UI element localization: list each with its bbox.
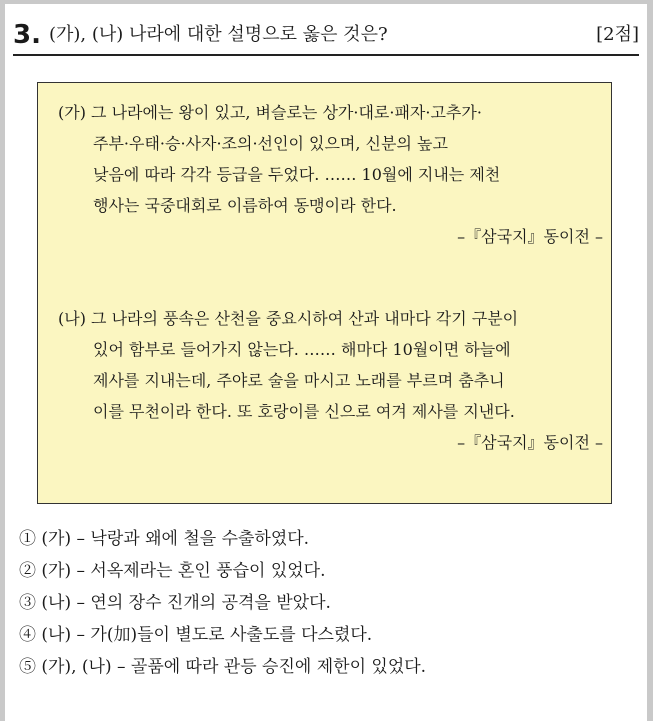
passage-line: 제사를 지내는데, 주야로 술을 마시고 노래를 부르며 춤추니 <box>93 371 505 390</box>
passage-line: 있어 함부로 들어가지 않는다. …… 해마다 10월이면 하늘에 <box>93 340 511 359</box>
passage-na <box>58 303 603 458</box>
answer-choice-4[interactable]: ④ (나) – 가(加)들이 별도로 사출도를 다스렸다. <box>19 625 373 645</box>
answer-choice-2[interactable]: ② (가) – 서옥제라는 혼인 풍습이 있었다. <box>19 561 326 581</box>
question-number: 3. <box>13 20 41 50</box>
answer-choice-5[interactable]: ⑤ (가), (나) – 골품에 따라 관등 승진에 제한이 있었다. <box>19 657 427 677</box>
passage-line: (나) 그 나라의 풍속은 산천을 중요시하여 산과 내마다 각기 구분이 <box>58 309 519 328</box>
passage-line: 이를 무천이라 한다. 또 호랑이를 신으로 여겨 제사를 지낸다. <box>93 402 515 421</box>
answer-choice-3[interactable]: ③ (나) – 연의 장수 진개의 공격을 받았다. <box>19 593 331 613</box>
source-passage-box <box>37 82 612 504</box>
passage-ga <box>58 97 603 252</box>
passage-line: 낮음에 따라 각각 등급을 두었다. …… 10월에 지내는 제천 <box>93 165 501 184</box>
question-score: [2점] <box>596 24 639 45</box>
passage-line: 주부·우태·승·사자·조의·선인이 있으며, 신분의 높고 <box>93 134 448 153</box>
question-text: (가), (나) 나라에 대한 설명으로 옳은 것은? <box>49 24 388 45</box>
passage-source: –『삼국지』동이전 – <box>457 433 603 452</box>
passage-line: (가) 그 나라에는 왕이 있고, 벼슬로는 상가·대로·패자·고추가· <box>58 103 482 122</box>
passage-source: –『삼국지』동이전 – <box>457 227 603 246</box>
exam-page <box>5 4 647 721</box>
answer-choices <box>19 523 426 683</box>
passage-line: 행사는 국중대회로 이름하여 동맹이라 한다. <box>93 196 397 215</box>
question-header <box>13 18 639 52</box>
answer-choice-1[interactable]: ① (가) – 낙랑과 왜에 철을 수출하였다. <box>19 529 310 549</box>
header-divider <box>13 54 639 56</box>
